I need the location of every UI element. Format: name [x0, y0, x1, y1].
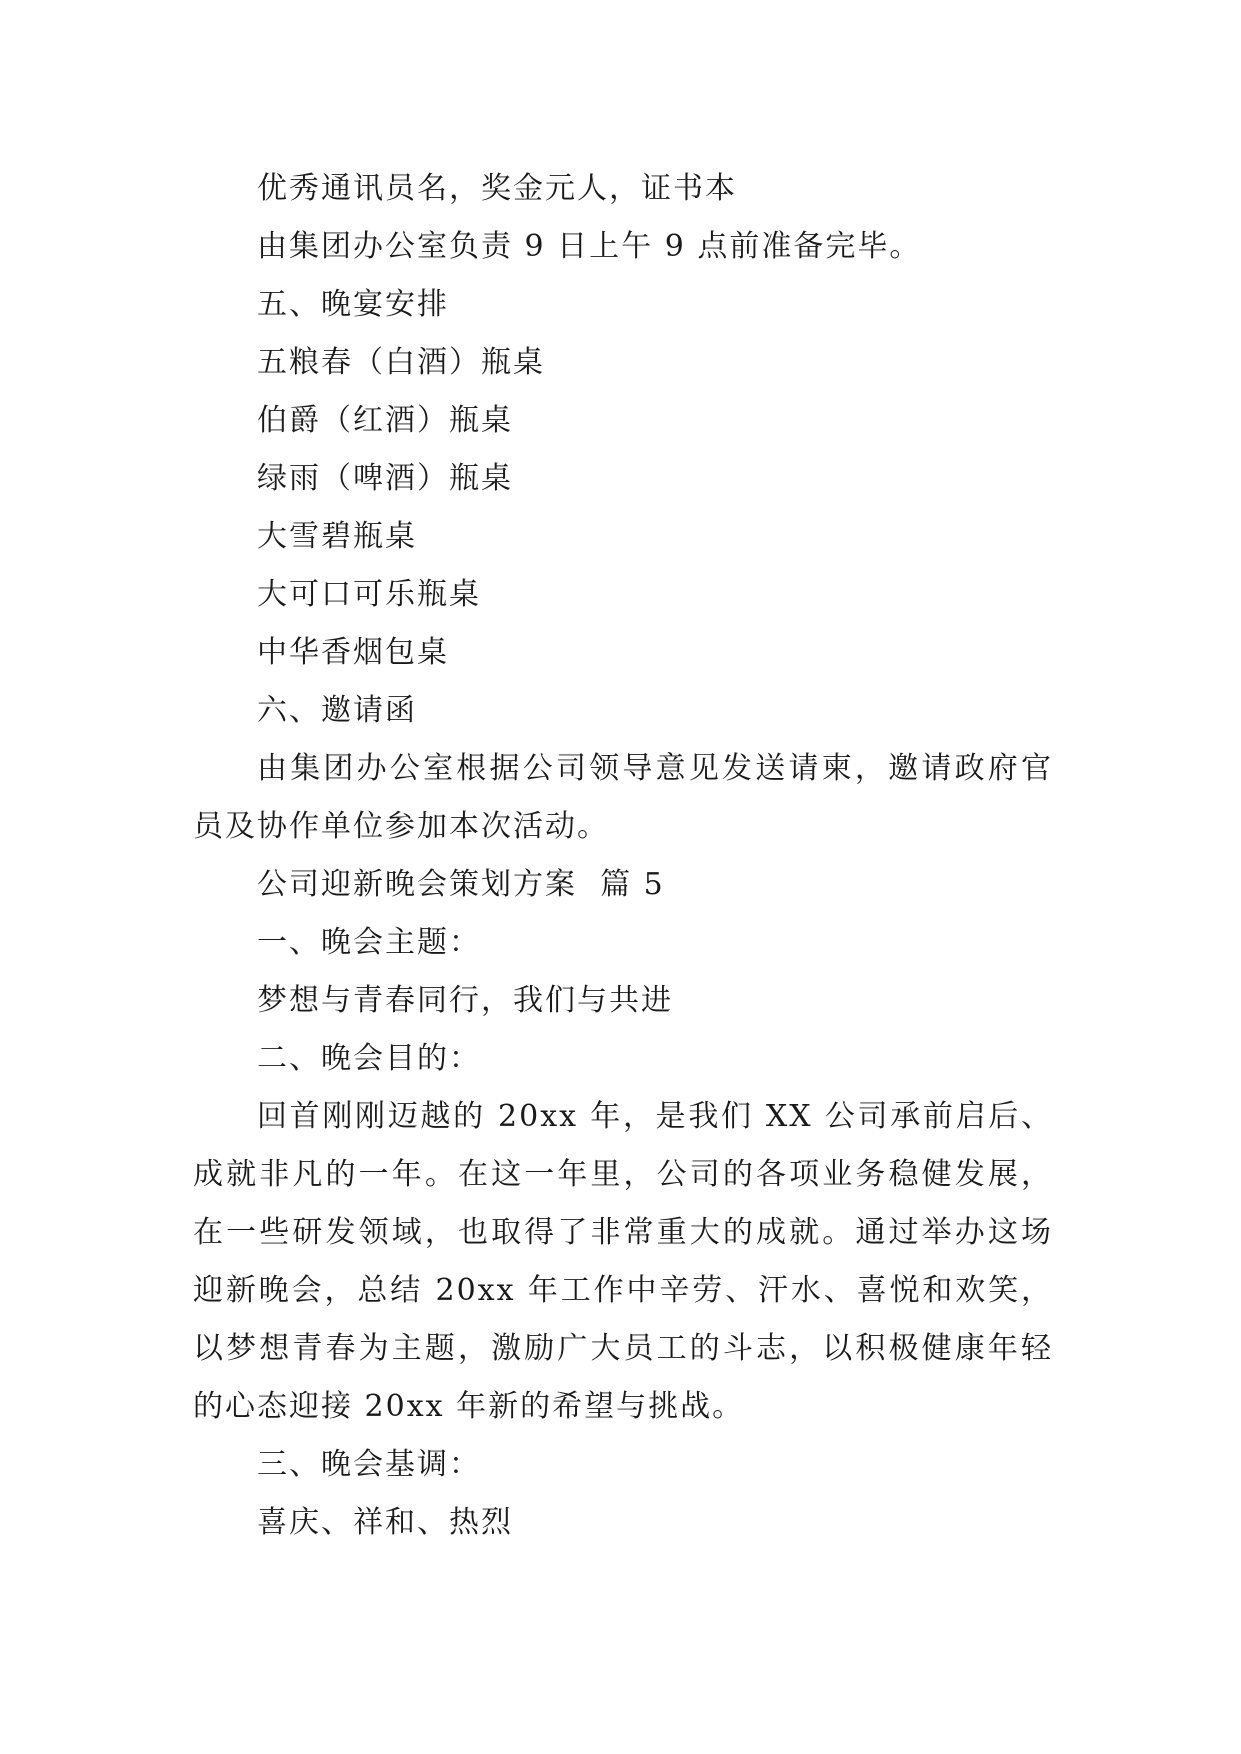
section-heading: 一、晚会主题： [257, 925, 481, 960]
paragraph: 回首刚刚迈越的 20xx 年，是我们 XX 公司承前启后、成就非凡的一年。在这一年里，公司的各项业务稳健发展，在一些研发领域，也取得了非常重大的成就。通过举办这场迎新晚会，总结 20xx 年工作中辛劳、汗水、喜悦和欢笑，以梦想青春为主题，激励广大员工的斗志，以积极健康年轻的心态迎接 20xx 年新的希望与挑战。 [193, 1099, 1053, 1424]
section-heading: 三、晚会基调： [257, 1447, 481, 1482]
list-item: 绿雨（啤酒）瓶桌 [257, 461, 513, 496]
section-heading: 五、晚宴安排 [257, 287, 449, 322]
paragraph: 梦想与青春同行，我们与共进 [257, 983, 673, 1018]
section-heading: 六、邀请函 [257, 693, 417, 728]
section-heading: 二、晚会目的： [257, 1041, 481, 1076]
paragraph: 优秀通讯员名，奖金元人，证书本 [257, 171, 737, 206]
list-item: 大可口可乐瓶桌 [257, 577, 481, 612]
list-item: 中华香烟包桌 [257, 635, 449, 670]
document-title: 公司迎新晚会策划方案 篇 5 [257, 867, 665, 902]
paragraph: 由集团办公室负责 9 日上午 9 点前准备完毕。 [257, 229, 922, 264]
list-item: 伯爵（红酒）瓶桌 [257, 403, 513, 438]
list-item: 大雪碧瓶桌 [257, 519, 417, 554]
document-body [193, 160, 1053, 1552]
paragraph: 由集团办公室根据公司领导意见发送请柬，邀请政府官员及协作单位参加本次活动。 [193, 751, 1053, 844]
paragraph: 喜庆、祥和、热烈 [257, 1505, 513, 1540]
list-item: 五粮春（白酒）瓶桌 [257, 345, 545, 380]
